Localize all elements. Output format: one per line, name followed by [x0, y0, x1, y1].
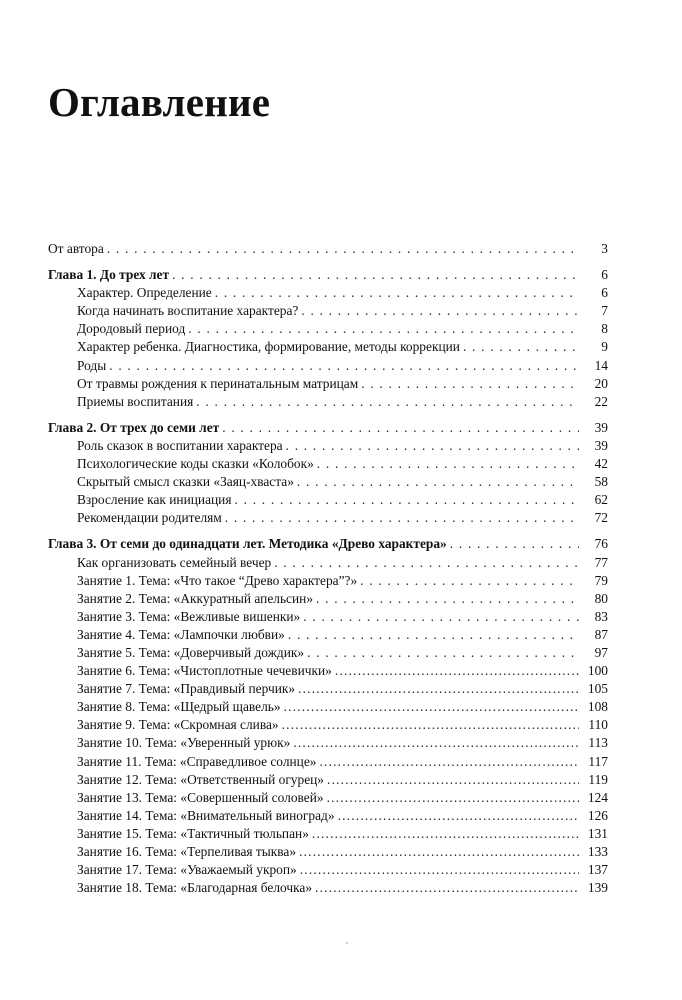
toc-entry[interactable]	[48, 680, 608, 698]
toc-entry[interactable]	[48, 644, 608, 662]
dot-leader	[450, 535, 579, 553]
toc-entry[interactable]	[48, 509, 608, 527]
toc-page-number: 14	[594, 357, 608, 373]
toc-entry-title: Занятие 1. Тема: «Что такое “Древо характера”?»	[77, 572, 358, 588]
toc-entry[interactable]	[48, 843, 608, 861]
dot-leader	[317, 455, 579, 473]
toc-entry-title: Занятие 16. Тема: «Терпеливая тыква»	[77, 844, 297, 859]
dot-leader	[172, 266, 579, 284]
toc-page-number: 3	[601, 241, 608, 256]
toc-page-number: 113	[588, 735, 608, 751]
toc-page-number: 8	[601, 321, 608, 337]
dot-leader	[297, 473, 579, 491]
toc-entry-title: Занятие 10. Тема: «Уверенный урюк»	[77, 735, 291, 751]
toc-page-number: 117	[588, 753, 608, 769]
toc-entry[interactable]	[48, 879, 608, 897]
toc-entry[interactable]	[48, 626, 608, 644]
toc-entry-title: Занятие 6. Тема: «Чистоплотные чечевички»	[77, 663, 332, 679]
toc-entry[interactable]	[48, 338, 608, 356]
toc-entry[interactable]	[48, 554, 608, 572]
toc-entry[interactable]	[48, 437, 608, 455]
dot-leader	[284, 698, 579, 716]
toc-entry[interactable]	[48, 771, 608, 789]
table-of-contents	[48, 240, 608, 897]
toc-page-number: 110	[588, 717, 608, 733]
toc-entry[interactable]	[48, 716, 608, 734]
toc-page-number: 6	[601, 267, 608, 283]
dot-leader	[286, 437, 579, 455]
toc-entry[interactable]	[48, 734, 608, 752]
toc-entry-title: Рекомендации родителям	[77, 510, 222, 526]
dot-leader	[300, 861, 579, 879]
toc-entry[interactable]	[48, 473, 608, 491]
dot-leader	[109, 357, 579, 375]
toc-entry-title: Дородовый период	[77, 321, 186, 337]
toc-page-number: 119	[588, 771, 608, 787]
dot-leader	[274, 554, 579, 572]
dot-leader	[301, 302, 579, 320]
dot-leader	[222, 419, 579, 437]
dot-leader	[338, 807, 579, 825]
toc-page-number: 108	[587, 699, 608, 715]
toc-entry[interactable]	[48, 789, 608, 807]
toc-entry[interactable]	[48, 284, 608, 302]
toc-entry-title: Занятие 2. Тема: «Аккуратный апельсин»	[77, 590, 314, 606]
toc-page-number: 6	[601, 285, 608, 301]
toc-entry-title: Занятие 9. Тема: «Скромная слива»	[77, 717, 279, 733]
toc-entry-title: Занятие 12. Тема: «Ответственный огурец»	[77, 771, 325, 787]
toc-entry[interactable]	[48, 240, 608, 258]
toc-entry-title: Занятие 18. Тема: «Благодарная белочка»	[77, 880, 313, 896]
dot-leader	[282, 716, 579, 734]
toc-entry[interactable]	[48, 861, 608, 879]
dot-leader	[293, 734, 579, 752]
toc-entry[interactable]	[48, 698, 608, 716]
toc-entry[interactable]	[48, 357, 608, 375]
toc-page-number: 76	[594, 536, 608, 552]
toc-entry[interactable]	[48, 590, 608, 608]
toc-page-number: 62	[594, 492, 608, 508]
toc-entry-title: Занятие 15. Тема: «Тактичный тюльпан»	[77, 825, 309, 841]
toc-page-number: 133	[587, 844, 608, 859]
toc-entry[interactable]	[48, 455, 608, 473]
toc-entry-title: Занятие 8. Тема: «Щедрый щавель»	[77, 699, 281, 715]
toc-entry-title: Скрытый смысл сказки «Заяц-хваста»	[77, 474, 294, 490]
toc-chapter-entry[interactable]	[48, 266, 608, 284]
toc-entry-title: Занятие 5. Тема: «Доверчивый дождик»	[77, 644, 305, 660]
dot-leader	[361, 375, 579, 393]
toc-page-number: 9	[601, 339, 608, 355]
toc-entry-title: Характер. Определение	[77, 285, 212, 301]
toc-entry-title: Занятие 17. Тема: «Уважаемый укроп»	[77, 862, 297, 878]
toc-entry-title: Глава 3. От семи до одинадцати лет. Методика «Древо характера»	[48, 536, 447, 552]
toc-entry[interactable]	[48, 608, 608, 626]
toc-entry-title: Занятие 7. Тема: «Правдивый перчик»	[77, 681, 296, 697]
toc-entry-title: Глава 1. До трех лет	[48, 267, 170, 283]
dot-leader	[298, 680, 579, 698]
toc-entry-title: Роль сказок в воспитании характера	[77, 437, 283, 453]
toc-page-number: 97	[594, 644, 608, 660]
toc-entry[interactable]	[48, 375, 608, 393]
page-speck	[346, 942, 348, 944]
toc-page-number: 126	[587, 807, 608, 823]
dot-leader	[188, 320, 579, 338]
dot-leader	[303, 608, 579, 626]
toc-chapter-entry[interactable]	[48, 535, 608, 553]
toc-entry-title: От травмы рождения к перинатальным матрицам	[77, 375, 359, 391]
toc-page-number: 105	[587, 681, 608, 697]
toc-page-number: 80	[594, 590, 608, 606]
toc-entry-title: Глава 2. От трех до семи лет	[48, 419, 220, 435]
toc-page-number: 131	[587, 825, 608, 841]
dot-leader	[316, 590, 579, 608]
toc-entry[interactable]	[48, 572, 608, 590]
page-title: Оглавление	[48, 79, 271, 125]
toc-chapter-entry[interactable]	[48, 419, 608, 437]
toc-page-number: 83	[594, 608, 608, 624]
toc-entry[interactable]	[48, 662, 608, 680]
toc-page-number: 139	[587, 880, 608, 896]
toc-entry-title: Взросление как инициация	[77, 492, 232, 508]
toc-entry[interactable]	[48, 753, 608, 771]
toc-entry[interactable]	[48, 393, 608, 411]
dot-leader	[299, 843, 579, 861]
dot-leader	[319, 753, 579, 771]
toc-page-number: 42	[594, 456, 608, 472]
toc-entry[interactable]	[48, 491, 608, 509]
toc-entry-title: Характер ребенка. Диагностика, формирование, методы коррекции	[77, 339, 460, 355]
dot-leader	[327, 789, 579, 807]
toc-entry-title: Занятие 13. Тема: «Совершенный соловей»	[77, 789, 324, 805]
toc-page-number: 58	[594, 474, 608, 490]
dot-leader	[288, 626, 579, 644]
toc-entry-title: Занятие 4. Тема: «Лампочки любви»	[77, 626, 285, 642]
dot-leader	[307, 644, 579, 662]
dot-leader	[315, 879, 579, 897]
toc-page-number: 39	[594, 419, 608, 435]
toc-entry-title: От автора	[48, 241, 104, 256]
toc-entry[interactable]	[48, 302, 608, 320]
dot-leader	[312, 825, 579, 843]
toc-entry-title: Психологические коды сказки «Колобок»	[77, 456, 314, 472]
toc-page-number: 77	[594, 554, 608, 570]
toc-page-number: 100	[587, 663, 608, 679]
dot-leader	[215, 284, 579, 302]
dot-leader	[335, 662, 579, 680]
dot-leader	[463, 338, 579, 356]
toc-entry[interactable]	[48, 320, 608, 338]
toc-entry-title: Приемы воспитания	[77, 393, 194, 409]
dot-leader	[107, 240, 579, 258]
toc-entry-title: Занятие 3. Тема: «Вежливые вишенки»	[77, 608, 301, 624]
toc-entry-title: Как организовать семейный вечер	[77, 554, 272, 570]
toc-entry-title: Когда начинать воспитание характера?	[77, 303, 299, 319]
dot-leader	[235, 491, 579, 509]
toc-entry[interactable]	[48, 825, 608, 843]
toc-page-number: 7	[601, 303, 608, 319]
toc-entry-title: Роды	[77, 357, 107, 373]
dot-leader	[225, 509, 579, 527]
dot-leader	[196, 393, 579, 411]
toc-page-number: 137	[587, 862, 608, 878]
dot-leader	[327, 771, 579, 789]
toc-page-number: 22	[594, 393, 608, 409]
toc-page-number: 20	[594, 375, 608, 391]
toc-page-number: 87	[594, 626, 608, 642]
toc-page-number: 72	[594, 510, 608, 526]
toc-page-number: 39	[594, 437, 608, 453]
toc-entry[interactable]	[48, 807, 608, 825]
toc-page-number: 79	[594, 572, 608, 588]
toc-entry-title: Занятие 11. Тема: «Справедливое солнце»	[77, 753, 317, 769]
dot-leader	[360, 572, 579, 590]
toc-entry-title: Занятие 14. Тема: «Внимательный виноград»	[77, 807, 335, 823]
toc-page-number: 124	[587, 789, 608, 805]
